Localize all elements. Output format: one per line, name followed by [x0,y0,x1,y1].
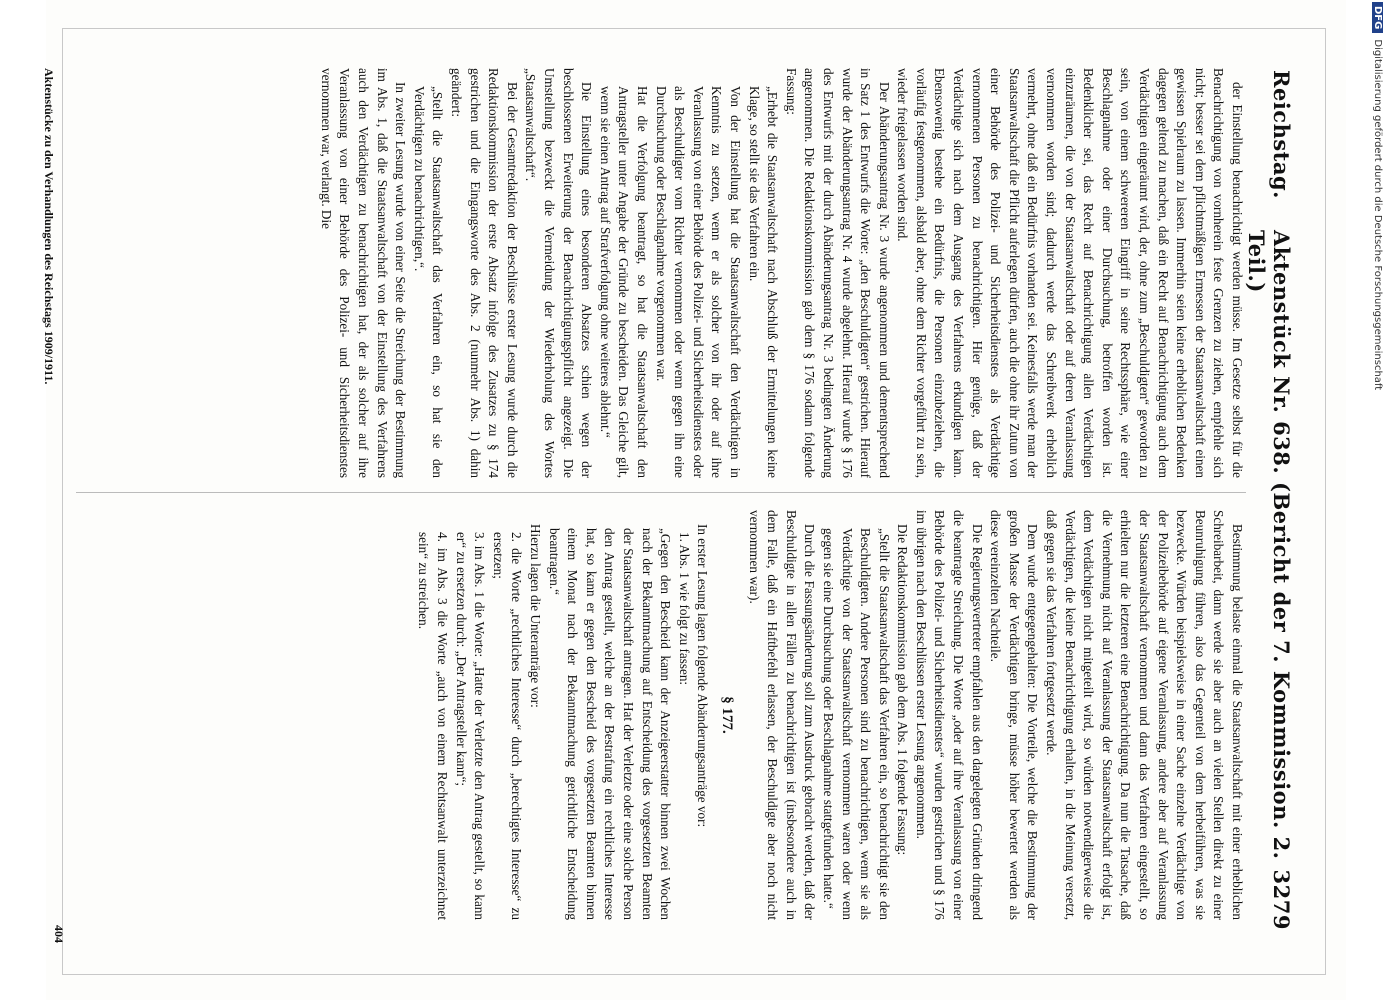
sheet-number: 404 [52,925,66,943]
footer-note: Aktenstücke zu den Verhandlungen des Reichstags 1909/1911. [42,68,56,385]
dfg-logo: DFG [1372,2,1383,33]
scanned-page [42,0,1346,1000]
paragraph: der Einstellung benachrichtigt werden müsse. Im Gesetze selbst für die Benachrichtigung von vornherein feste Grenzen zu ziehen, empfehle sich nicht; besser sei dem pflichtmäßigen Ermessen der Staatsanwaltschaft einen gewissen Spielraum zu lassen. Immerhin seien keine erheblichen Bedenken dagegen geltend zu machen, daß ein Recht auf Benachrichtigung auch dem Verdächtigen eingeräumt wird, der, ohne zum „Beschuldigten“ geworden zu sein, von einem schwereren Eingriff in seine Rechtssphäre, wie einer Beschlagnahme oder einer Durchsuchung, betroffen worden ist. Bedenklicher sei, das Recht auf Benachrichtigung allen Verdächtigen einzuräumen, die von der Staatsanwaltschaft oder auf deren Veranlassung vernommen worden sind; dadurch werde das Schreibwerk erheblich vermehrt, ohne daß ein Bedürfnis vorhanden sei. Keinesfalls werde man der Staatsanwaltschaft die Pflicht auferlegen dürfen, auch die ohne ihr Zutun von einer Behörde des Polizei- und Sicherheitsdienstes als Verdächtige vernommenen Personen zu benachrichtigen. Hier genüge, daß der Verdächtige sich nach dem Ausgang des Verfahrens erkundigen kann. Ebensowenig bestehe ein Bedürfnis, die Personen einzubeziehen, die vorläufig festgenommen, alsbald aber, ohne dem Richter vorgeführt zu sein, wieder freigelassen worden sind. [895,68,1245,478]
paragraph: 1. Abs. 1 wie folgt zu fassen: [676,532,692,686]
right-column [66,510,1246,920]
digitization-text: Digitalisierung gefördert durch die Deutsche Forschungsgemeinschaft [1372,39,1383,391]
running-header [1244,70,1294,930]
left-column [66,68,1246,478]
header-page-number: 3279 [1269,869,1294,930]
section-heading: § 177. [718,696,735,734]
paragraph: Hierzu lagen die Unteranträge vor: [528,524,544,708]
digitization-sidebar [1368,0,1383,1000]
column-divider [76,492,1246,493]
paragraph: Durch die Fassungsänderung soll zum Ausdruck gebracht werden, daß der Beschuldigte in allen Fällen zu benachrichtigen ist (insbesondere auch in dem Falle, daß ein Haftbefehl erlassen, der Beschuldigte aber noch nicht vernommen war). [746,510,818,920]
paragraph: In erster Lesung lagen folgende Abänderungsanträge vor: [695,524,711,828]
paragraph: Bei der Gesamtredaktion der Beschlüsse erster Lesung wurde durch die Redaktionskommission der erste Absatz infolge des Zusatzes zu § 174 gestrichen und die Eingangsworte des Abs. 2 (nunmehr Abs. 1) dahin geändert: [449,68,520,478]
paragraph: „Erhebt die Staatsanwaltschaft nach Abschluß der Ermittelungen keine Klage, so stellt sie das Verfahren ein. [746,86,781,478]
digitization-credit [1372,2,1383,390]
paragraph: Der Abänderungsantrag Nr. 3 wurde angenommen und dementsprechend in Satz 1 des Entwurfs die Worte: „den Beschuldigten“ gestrichen. Hierauf wurde der Abänderungsantrag Nr. 4 wurde abgelehnt. Hierauf wurde § 176 des Entwurfs mit der durch Abänderungsantrag Nr. 3 bedingten Änderung angenommen. Die Redaktionskommission gab dem § 176 sodann folgende Fassung: [783,68,892,478]
paragraph: „Gegen den Bescheid kann der Anzeigeerstatter binnen zwei Wochen nach der Bekanntmachung auf Entscheidung des vorgesetzten Beamten der Staatsanwaltschaft antragen. Hat der Verletzte oder eine solche Person den Antrag gestellt, welche an der Bestrafung ein rechtliches Interesse hat, so kann er gegen den Bescheid des vorgesetzten Beamten binnen einem Monat nach der Bekanntmachung gerichtliche Entscheidung beantragen.“ [546,528,674,920]
header-left: Reichstag. [1269,70,1294,199]
paragraph: Die Regierungsvertreter empfahlen aus den dargelegten Gründen dringend die beantragte Streichung. Die Worte „oder auf ihre Veranlassung von einer Behörde des Polizei- und Sicherheitsdienstes“ wurden gestrichen und § 176 im übrigen nach den Beschlüssen erster Lesung angenommen. [913,510,985,920]
paragraph: Von der Einstellung hat die Staatsanwaltschaft den Verdächtigen in Kenntnis zu setzen, wenn er als solcher von ihr oder auf ihre Veranlassung von einer Behörde des Polizei- und Sicherheitsdienstes oder als Beschuldigter vom Richter vernommen oder wenn gegen ihn eine Durchsuchung oder Beschlagnahme vorgenommen war. [653,86,743,478]
paragraph: Die Einstellung eines besonderen Absatzes schien wegen der beschlossenen Erweiterung der Benachrichtigungspflicht angezeigt. Die Umstellung bezweckt die Vermeidung der Wiederholung des Wortes „Staatsanwaltschaft“. [523,68,595,478]
paragraph: 2. die Worte „rechtliches Interesse“ durch „berechtigtes Interesse“ zu ersetzen; [490,532,525,920]
paragraph: „Stellt die Staatsanwaltschaft das Verfahren ein, so hat sie den Verdächtigen zu benachrichtigen,“. [411,86,446,478]
paragraph: Bestimmung belaste einmal die Staatsanwaltschaft mit einer erheblichen Schreibarbeit, dann werde sie aber auch an vielen Stellen direkt zu einer Beunruhigung führen, also das Gegenteil von dem herbeiführen, was sie bezwecke. Würden beispielsweise in einer Sache einzelne Verdächtige von der Polizeibehörde auf eigene Veranlassung, andere aber auf Veranlassung der Staatsanwaltschaft vernommen und dann das Verfahren eingestellt, so erhielten nur die letzteren eine Benachrichtigung. Da nun die Tatsache, daß die Vernehmung nicht auf Veranlassung der Staatsanwaltschaft erfolgt ist, dem Verdächtigen nicht mitgeteilt wird, so würden notwendigerweise die Verdächtigen, die keine Benachrichtigung erhalten, in die Meinung versetzt, daß gegen sie das Verfahren fortgesetzt werde. [1044,510,1245,920]
header-title: Aktenstück Nr. 638. (Bericht der 7. Kommission. 2. Teil.) [1244,230,1294,860]
paragraph: 3. im Abs. 1 die Worte: „Hatte der Verletzte den Antrag gestellt, so kann er“ zu ersetzen durch: „Der Antragsteller kann“; [453,532,488,920]
paragraph: Die Redaktionskommission gab dem Abs. 1 folgende Fassung: [895,524,911,856]
paragraph: Hat die Verfolgung beantragt, so hat die Staatsanwaltschaft den Antragsteller unter Angabe der Gründe zu bescheiden. Das Gleiche gilt, wenn sie einen Antrag auf Strafverfolgung ohne weiteres ablehnt.“ [597,86,650,478]
paragraph: 4. im Abs. 3 die Worte „auch von einem Rechtsanwalt unterzeichnet sein“ zu streichen. [416,532,451,920]
paragraph: „Stellt die Staatsanwaltschaft das Verfahren ein, so benachrichtigt sie den Beschuldigten. Andere Personen sind zu benachrichtigen, wenn sie als Verdächtige von der Staatsanwaltschaft vernommen waren oder wenn gegen sie eine Durchsuchung oder Beschlagnahme stattgefunden hatte.“ [820,528,892,920]
paragraph: Dem wurde entgegengehalten: Die Vorteile, welche die Bestimmung der großen Masse der Verdächtigen bringe, müsse höher bewertet werden als diese vereinzelten Nachteile. [988,510,1041,920]
paragraph: In zweiter Lesung wurde von einer Seite die Streichung der Bestimmung im Abs. 1, daß die Staatsanwaltschaft von der Einstellung des Verfahrens auch den Verdächtigen zu benachrichtigen hat, der als solcher auf ihre Veranlassung von einer Behörde des Polizei- und Sicherheitsdienstes vernommen war, verlangt. Die [318,68,409,478]
